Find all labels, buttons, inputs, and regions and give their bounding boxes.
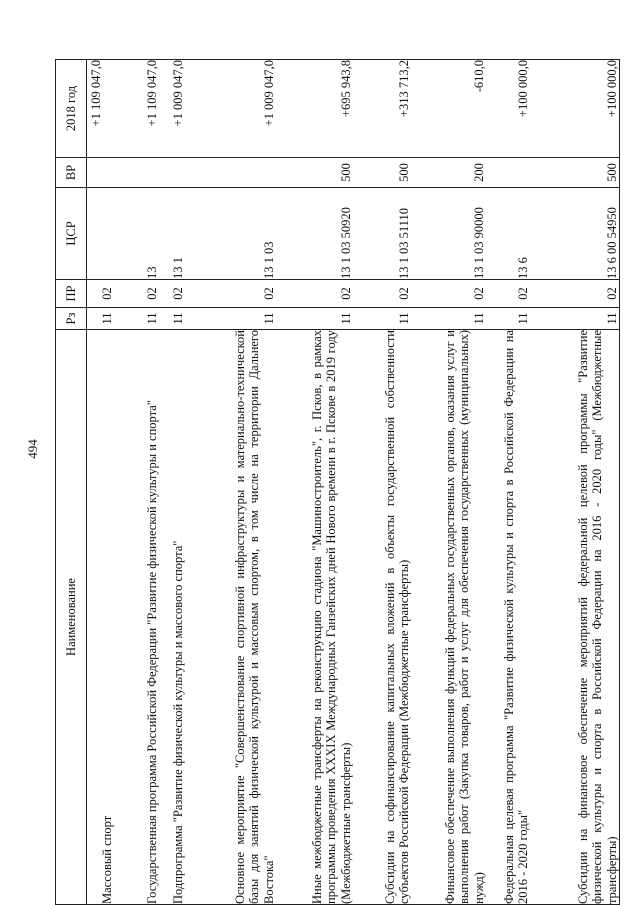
table-row — [531, 60, 620, 905]
row-rz: 11 — [353, 308, 412, 330]
header-pr: ПР — [56, 280, 87, 308]
row-amount: -610,0 — [412, 60, 487, 158]
row-rz: 11 — [115, 308, 159, 330]
row-amount: +100 000,0 — [531, 60, 620, 158]
row-name: Субсидии на финансовое обеспечение мероприятий федеральной целевой программы "Развитие физической культуры и спорта в Российской Федерации на 2016 - 2020 годы" (Межбюджетные трансферты) — [531, 330, 620, 905]
page-number: 494 — [25, 439, 40, 459]
table-row — [353, 60, 412, 905]
header-amount-2018: 2018 год — [56, 60, 87, 158]
row-name: Подпрограмма "Развитие физической культуры и массового спорта" — [159, 330, 185, 905]
row-rz: 11 — [185, 308, 276, 330]
row-rz: 11 — [87, 308, 115, 330]
row-rz: 11 — [486, 308, 530, 330]
row-vr: 500 — [531, 158, 620, 188]
row-csr: 13 6 — [486, 188, 530, 280]
row-name: Иные межбюджетные трансферты на реконструкцию стадиона "Машиностроитель", г. Псков, в рамках программы проведения XXXIX Международных Ганзейских дней Нового времени в г. Пскове в 2019 году (Межбюджетные трансферты) — [276, 330, 353, 905]
row-csr: 13 1 03 50920 — [276, 188, 353, 280]
row-amount: +1 009 047,0 — [159, 60, 185, 158]
table-header-row — [56, 60, 87, 905]
row-pr: 02 — [353, 280, 412, 308]
row-pr: 02 — [486, 280, 530, 308]
header-csr: ЦСР — [56, 188, 87, 280]
row-name: Федеральная целевая программа "Развитие физической культуры и спорта в Российской Федерации на 2016 - 2020 годы" — [486, 330, 530, 905]
table-row — [115, 60, 159, 905]
row-pr: 02 — [115, 280, 159, 308]
budget-table — [55, 59, 620, 905]
row-vr: 500 — [276, 158, 353, 188]
row-csr: 13 — [115, 188, 159, 280]
table-row — [185, 60, 276, 905]
table-row — [412, 60, 487, 905]
row-amount: +1 109 047,0 — [115, 60, 159, 158]
table-row — [276, 60, 353, 905]
header-vr: ВР — [56, 158, 87, 188]
row-pr: 02 — [276, 280, 353, 308]
row-amount: +1 009 047,0 — [185, 60, 276, 158]
row-pr: 02 — [185, 280, 276, 308]
row-csr: 13 1 — [159, 188, 185, 280]
row-vr — [185, 158, 276, 188]
row-name: Финансовое обеспечение выполнения функций федеральных государственных органов, оказания услуг и выполнения работ (Закупка товаров, работ и услуг для обеспечения государственных (муниципальных) нужд) — [412, 330, 487, 905]
row-csr: 13 1 03 90000 — [412, 188, 487, 280]
row-vr — [159, 158, 185, 188]
table-row — [486, 60, 530, 905]
row-csr: 13 6 00 54950 — [531, 188, 620, 280]
row-amount: +695 943,8 — [276, 60, 353, 158]
row-pr: 02 — [159, 280, 185, 308]
row-rz: 11 — [412, 308, 487, 330]
table-row — [87, 60, 115, 905]
budget-table-page — [55, 60, 620, 905]
row-amount: +100 000,0 — [486, 60, 530, 158]
row-vr — [115, 158, 159, 188]
row-csr: 13 1 03 — [185, 188, 276, 280]
header-rz: Рз — [56, 308, 87, 330]
row-rz: 11 — [159, 308, 185, 330]
row-name: Основное мероприятие "Совершенствование спортивной инфраструктуры и материально-технической базы для занятий физической культурой и массовым спортом, в том числе на территории Дальнего Востока" — [185, 330, 276, 905]
row-pr: 02 — [87, 280, 115, 308]
row-pr: 02 — [531, 280, 620, 308]
row-name: Массовый спорт — [87, 330, 115, 905]
row-vr: 200 — [412, 158, 487, 188]
row-name: Субсидии на софинансирование капитальных вложений в объекты государственной собственности субъектов Российской Федерации (Межбюджетные трансферты) — [353, 330, 412, 905]
row-amount: +1 109 047,0 — [87, 60, 115, 158]
row-pr: 02 — [412, 280, 487, 308]
row-csr: 13 1 03 51110 — [353, 188, 412, 280]
row-vr — [87, 158, 115, 188]
row-amount: +313 713,2 — [353, 60, 412, 158]
row-vr: 500 — [353, 158, 412, 188]
row-csr — [87, 188, 115, 280]
row-rz: 11 — [531, 308, 620, 330]
row-vr — [486, 158, 530, 188]
row-name: Государственная программа Российской Федерации "Развитие физической культуры и спорта" — [115, 330, 159, 905]
header-name: Наименование — [56, 330, 87, 905]
table-row — [159, 60, 185, 905]
row-rz: 11 — [276, 308, 353, 330]
